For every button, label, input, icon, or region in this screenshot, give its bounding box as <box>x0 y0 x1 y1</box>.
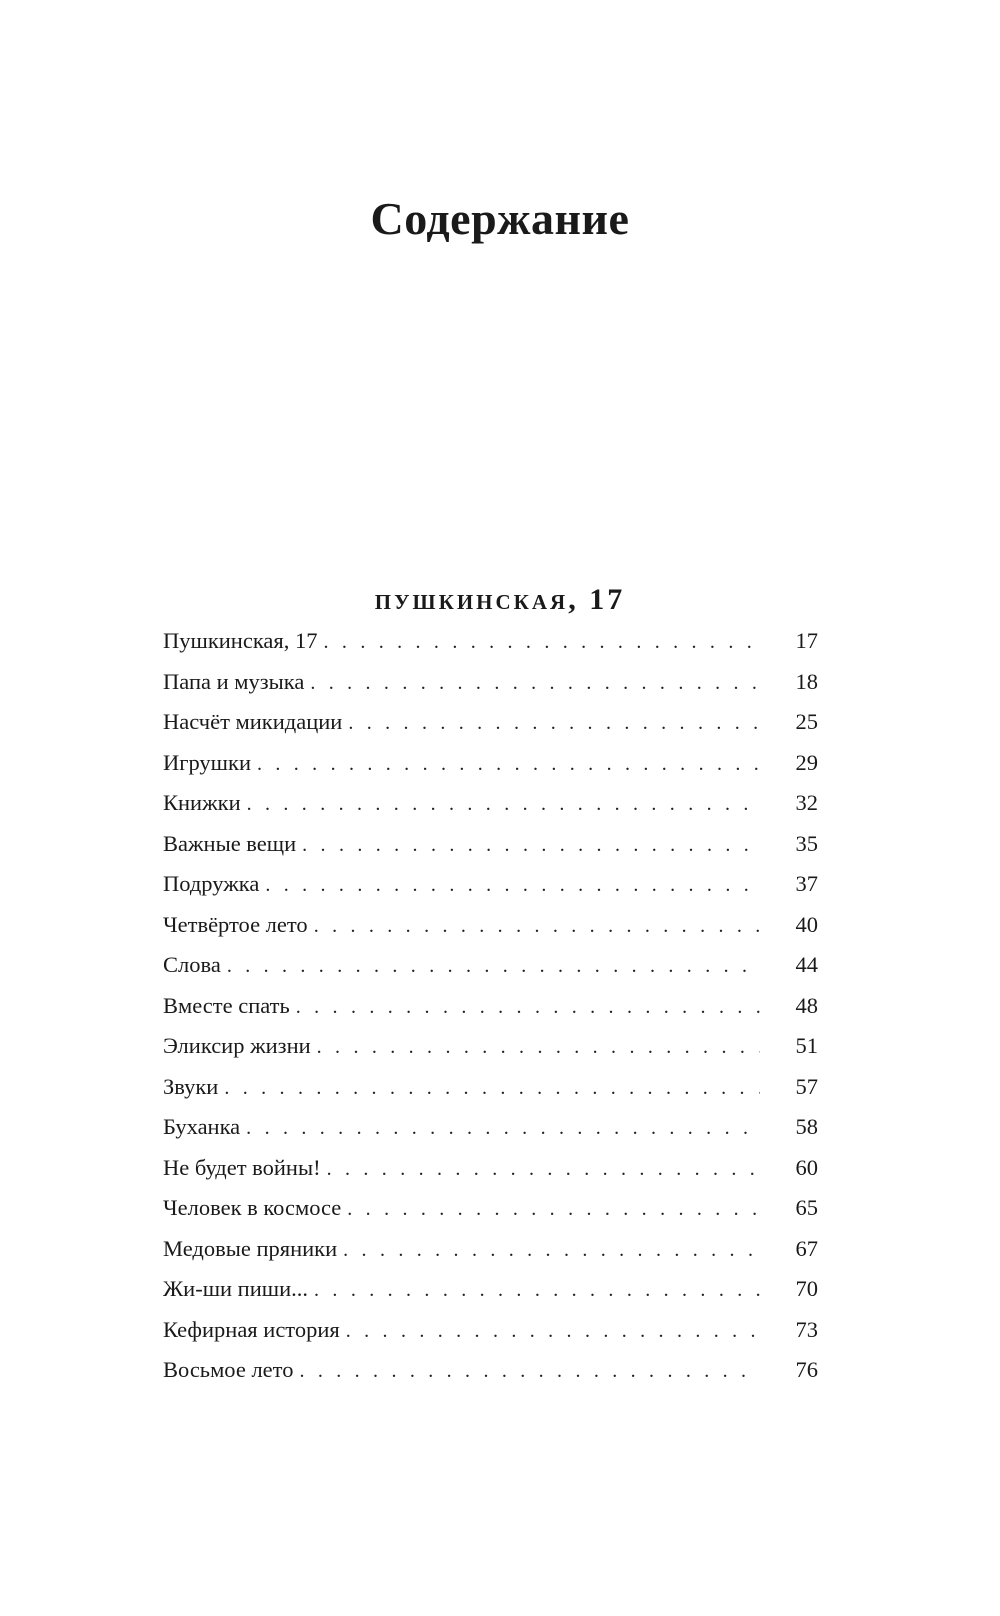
dot-leader <box>224 1078 760 1098</box>
toc-entry-page: 29 <box>795 749 818 775</box>
toc-entry[interactable] <box>163 830 818 874</box>
toc-entry[interactable] <box>163 1278 818 1319</box>
toc-entry-page: 37 <box>795 871 818 896</box>
dot-leader <box>314 916 760 936</box>
toc-entry[interactable] <box>163 1116 818 1157</box>
toc-entry-title: Подружка <box>163 871 260 896</box>
toc-entry[interactable] <box>163 1197 818 1238</box>
page-title: Содержание <box>370 192 630 244</box>
dot-leader <box>247 794 760 814</box>
toc-entry[interactable] <box>163 873 818 914</box>
toc-entry[interactable] <box>163 1154 818 1198</box>
toc-entry-page: 17 <box>795 628 818 653</box>
toc-entry-page: 70 <box>795 1276 818 1301</box>
toc-entry[interactable] <box>163 954 818 995</box>
toc-entry[interactable] <box>163 1073 818 1117</box>
dot-leader <box>246 1118 760 1138</box>
toc-entry-title: Вместе спать <box>163 992 290 1018</box>
toc-entry-title: Буханка <box>163 1114 241 1139</box>
toc-entry[interactable] <box>163 992 818 1036</box>
toc-entry-title: Жи-ши пиши... <box>163 1276 309 1301</box>
toc-entry-page: 76 <box>795 1357 818 1382</box>
dot-leader <box>324 632 760 652</box>
toc-entry-page: 40 <box>795 911 818 937</box>
toc-entry-title: Книжки <box>163 790 241 815</box>
toc-entry-page: 32 <box>795 790 818 815</box>
dot-leader <box>314 1280 760 1300</box>
toc-entry-title: Игрушки <box>163 749 251 775</box>
toc-entry-page: 67 <box>795 1235 818 1261</box>
dot-leader <box>299 1361 760 1381</box>
toc-entry[interactable] <box>163 668 818 712</box>
dot-leader <box>227 956 760 976</box>
dot-leader <box>343 1240 760 1260</box>
toc-entry[interactable] <box>163 711 818 752</box>
dot-leader <box>265 875 760 895</box>
dot-leader <box>310 673 760 693</box>
toc-entry-page: 58 <box>795 1114 818 1139</box>
toc-entry-page: 60 <box>795 1154 818 1180</box>
toc-entry-page: 73 <box>795 1316 818 1342</box>
section-heading: пушкинская, 17 <box>374 582 626 616</box>
toc-entry[interactable] <box>163 630 818 671</box>
toc-entry-title: Важные вещи <box>163 830 297 856</box>
toc-entry-title: Слова <box>163 952 221 977</box>
toc-entry-title: Кефирная история <box>163 1316 340 1342</box>
toc-entry-title: Не будет войны! <box>163 1154 321 1180</box>
dot-leader <box>327 1159 760 1179</box>
toc-entry[interactable] <box>163 911 818 955</box>
dot-leader <box>347 1199 760 1219</box>
toc-entry-title: Медовые пряники <box>163 1235 338 1261</box>
toc-entry[interactable] <box>163 1359 818 1400</box>
toc-entry-page: 25 <box>795 709 818 734</box>
dot-leader <box>346 1321 760 1341</box>
toc-entry-title: Папа и музыка <box>163 668 305 694</box>
dot-leader <box>317 1037 760 1057</box>
toc-entry-page: 57 <box>795 1073 818 1099</box>
toc-entry-page: 51 <box>795 1033 818 1058</box>
toc-entry-title: Насчёт микидации <box>163 709 343 734</box>
toc-entry-title: Пушкинская, 17 <box>163 628 318 653</box>
dot-leader <box>302 835 760 855</box>
table-of-contents <box>163 630 818 1400</box>
toc-entry[interactable] <box>163 1035 818 1076</box>
toc-entry[interactable] <box>163 792 818 833</box>
toc-entry-title: Эликсир жизни <box>163 1033 311 1058</box>
toc-entry-title: Четвёртое лето <box>163 911 308 937</box>
toc-entry[interactable] <box>163 1235 818 1279</box>
toc-entry[interactable] <box>163 1316 818 1360</box>
toc-entry[interactable] <box>163 749 818 793</box>
toc-entry-page: 65 <box>795 1195 818 1220</box>
toc-entry-page: 18 <box>795 668 818 694</box>
toc-entry-title: Человек в космосе <box>163 1195 342 1220</box>
toc-entry-page: 35 <box>795 830 818 856</box>
dot-leader <box>296 997 760 1017</box>
dot-leader <box>257 754 760 774</box>
toc-entry-page: 48 <box>795 992 818 1018</box>
toc-entry-page: 44 <box>795 952 818 977</box>
toc-entry-title: Звуки <box>163 1073 219 1099</box>
toc-entry-title: Восьмое лето <box>163 1357 294 1382</box>
dot-leader <box>348 713 760 733</box>
